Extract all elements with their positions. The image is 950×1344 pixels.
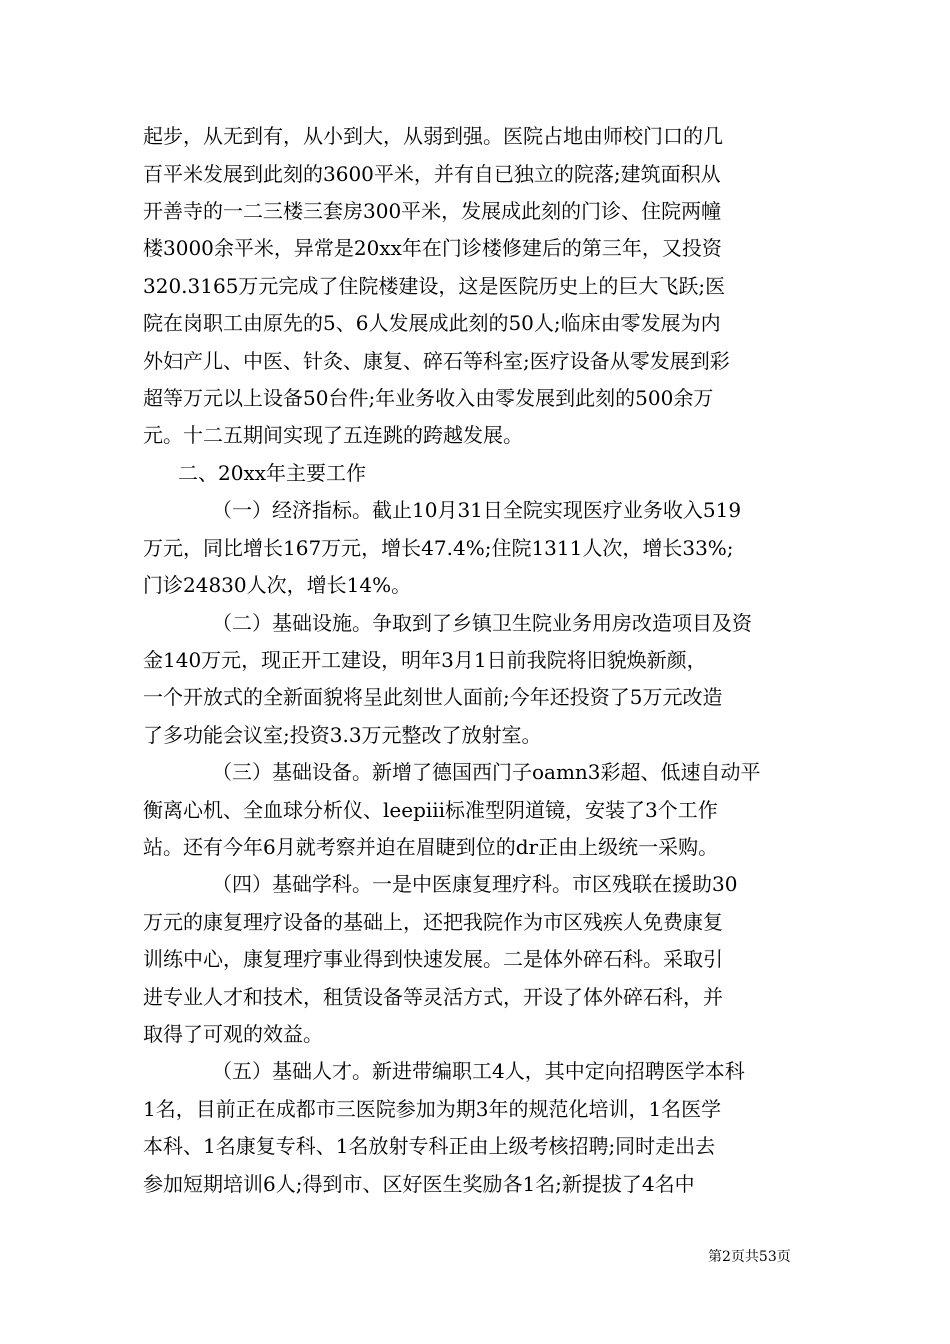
text-line: 百平米发展到此刻的3600平米，并有自已独立的院落;建筑面积从 [143, 162, 721, 186]
text-line: 万元，同比增长167万元，增长47.4%;住院1311人次，增长33%; [143, 536, 734, 560]
text-line: 了多功能会议室;投资3.3万元整改了放射室。 [143, 723, 542, 747]
text-line: （二）基础设施。争取到了乡镇卫生院业务用房改造项目及资 [212, 611, 752, 635]
text-line: （三）基础设备。新增了德国西门子oamn3彩超、低速自动平 [212, 760, 761, 784]
text-line: 进专业人才和技术，租赁设备等灵活方式，开设了体外碎石科，并 [143, 985, 723, 1009]
section-heading: 二、20xx年主要工作 [178, 461, 367, 485]
text-line: 超等万元以上设备50台件;年业务收入由零发展到此刻的500余万 [143, 386, 714, 410]
text-line: 开善寺的一二三楼三套房300平米，发展成此刻的门诊、住院两幢 [143, 199, 722, 223]
text-line: 本科、1名康复专科、1名放射专科正由上级考核招聘;同时走出去 [143, 1134, 716, 1158]
text-line: 一个开放式的全新面貌将呈此刻世人面前;今年还投资了5万元改造 [143, 685, 723, 709]
text-line: 楼3000余平米，异常是20xx年在门诊楼修建后的第三年，又投资 [143, 236, 722, 260]
text-line: 训练中心，康复理疗事业得到快速发展。二是体外碎石科。采取引 [143, 947, 723, 971]
text-line: 320.3165万元完成了住院楼建设，这是医院历史上的巨大飞跃;医 [143, 274, 726, 298]
text-line: （一）经济指标。截止10月31日全院实现医疗业务收入519 [212, 498, 742, 522]
text-line: 参加短期培训6人;得到市、区好医生奖励各1名;新提拔了4名中 [143, 1172, 695, 1196]
page-number: 第2页共53页 [708, 1249, 791, 1265]
text-line: 元。十二五期间实现了五连跳的跨越发展。 [143, 423, 523, 447]
text-line: 站。还有今年6月就考察并迫在眉睫到位的dr正由上级统一采购。 [143, 835, 719, 859]
text-line: 起步，从无到有，从小到大，从弱到强。医院占地由师校门口的几 [143, 124, 723, 148]
text-line: 1名，目前正在成都市三医院参加为期3年的规范化培训，1名医学 [143, 1097, 722, 1121]
text-line: 衡离心机、全血球分析仪、leepiii标准型阴道镜，安装了3个工作 [143, 798, 718, 822]
text-line: （五）基础人才。新进带编职工4人，其中定向招聘医学本科 [212, 1059, 745, 1083]
text-line: 外妇产儿、中医、针灸、康复、碎石等科室;医疗设备从零发展到彩 [143, 349, 730, 373]
text-line: 院在岗职工由原先的5、6人发展成此刻的50人;临床由零发展为内 [143, 311, 721, 335]
text-line: 万元的康复理疗设备的基础上，还把我院作为市区残疾人免费康复 [143, 910, 723, 934]
text-line: （四）基础学科。一是中医康复理疗科。市区残联在援助30 [212, 872, 738, 896]
text-line: 金140万元，现正开工建设，明年3月1日前我院将旧貌焕新颜， [143, 648, 707, 672]
text-line: 门诊24830人次，增长14%。 [143, 573, 412, 597]
text-line: 取得了可观的效益。 [143, 1022, 323, 1046]
